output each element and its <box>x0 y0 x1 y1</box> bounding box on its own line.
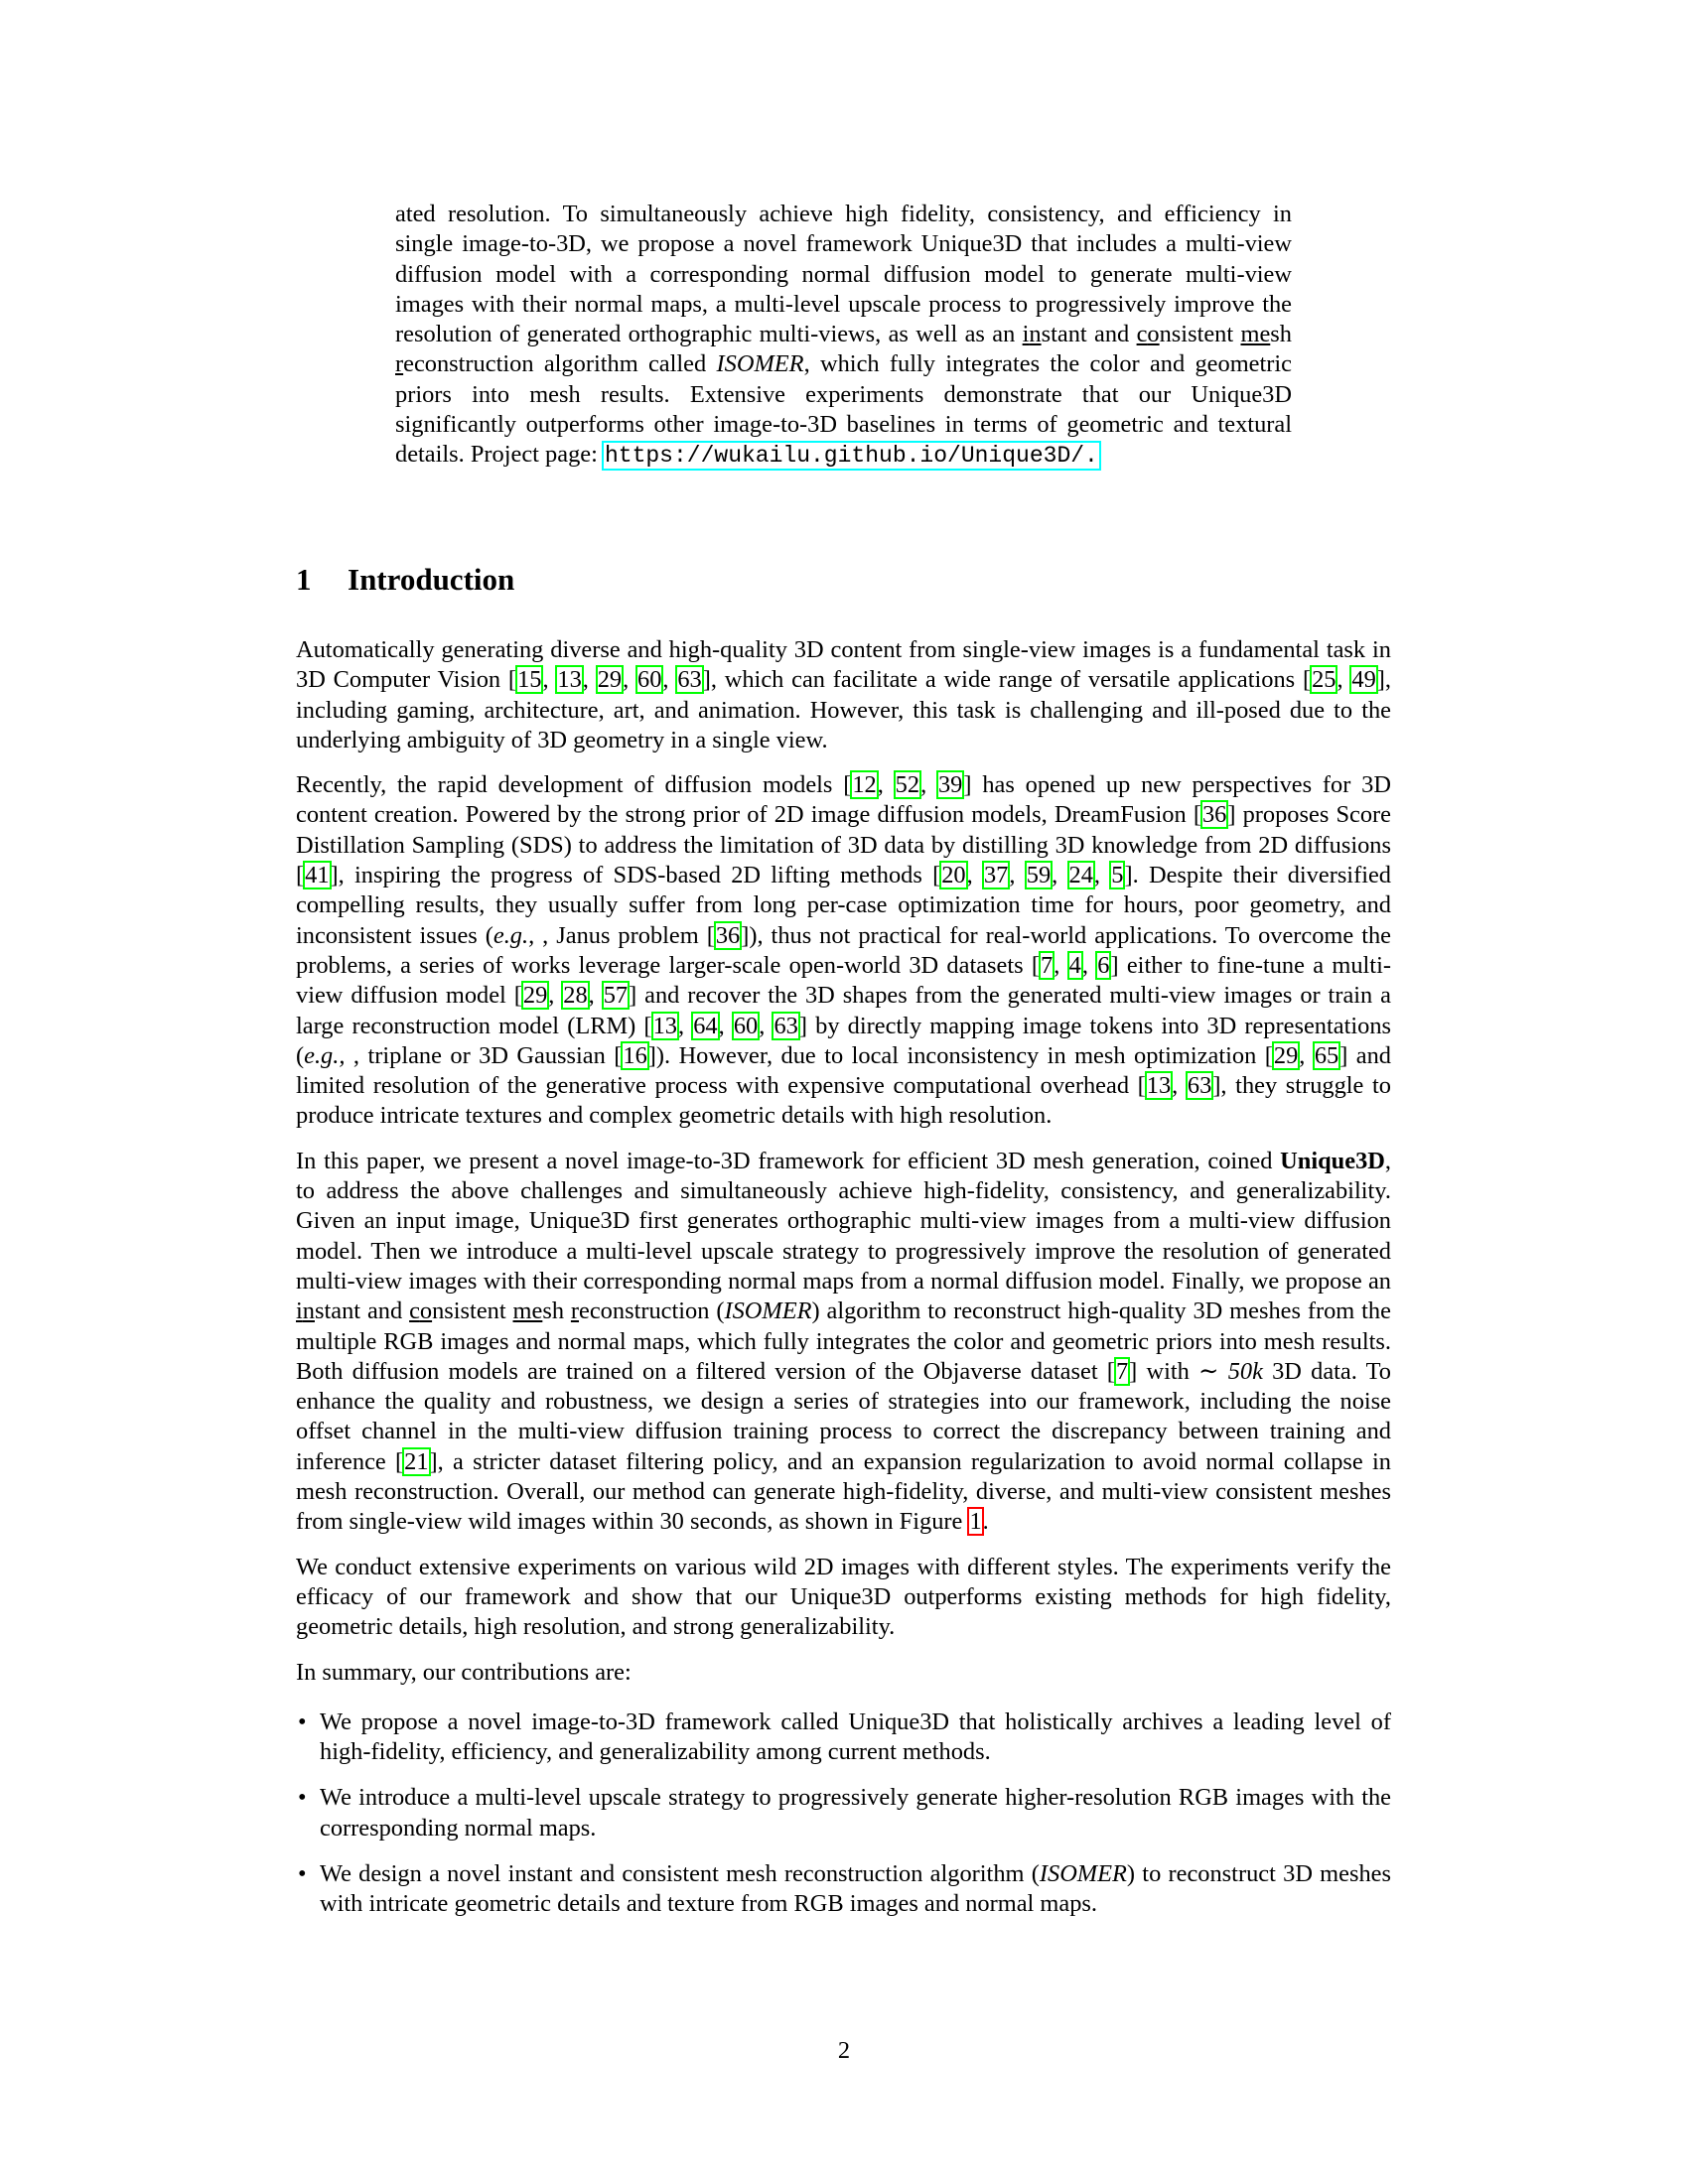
citation-link[interactable]: 60 <box>733 1012 759 1039</box>
citation-link[interactable]: 41 <box>305 862 330 889</box>
citation-link[interactable]: 21 <box>404 1447 429 1475</box>
citation-link[interactable]: 28 <box>563 982 588 1010</box>
list-item: • We introduce a multi-level upscale strategy to progressively generate higher-resolution RGB images with the corresponding normal maps. <box>298 1784 1391 1842</box>
citation-link[interactable]: 37 <box>983 862 1009 889</box>
citation-link[interactable]: 20 <box>941 862 966 889</box>
citation-link[interactable]: 57 <box>603 982 629 1010</box>
citation-link[interactable]: 25 <box>1312 666 1336 694</box>
citation-link[interactable]: 5 <box>1111 862 1124 889</box>
citation-link[interactable]: 29 <box>522 982 548 1010</box>
bullet-icon: • <box>298 1859 307 1887</box>
project-page-link[interactable]: https://wukailu.github.io/Unique3D/. <box>604 443 1098 470</box>
citation-link[interactable]: 64 <box>693 1012 718 1039</box>
citation-link[interactable]: 7 <box>1115 1357 1129 1385</box>
paragraph-5: In summary, our contributions are: <box>296 1658 632 1686</box>
introduction-body <box>296 635 1391 1936</box>
citation-link[interactable]: 24 <box>1068 862 1093 889</box>
contributions-list <box>296 1707 1391 1920</box>
citation-link[interactable]: 7 <box>1041 951 1054 979</box>
citation-link[interactable]: 49 <box>1351 666 1376 694</box>
bullet-icon: • <box>298 1784 307 1812</box>
citation-link[interactable]: 63 <box>677 666 702 694</box>
list-item: • We design a novel instant and consistent mesh reconstruction algorithm (ISOMER) to reconstruct 3D meshes with intricate geometric details and texture from RGB images and normal maps. <box>298 1859 1391 1918</box>
abstract-text: ated resolution. To simultaneously achieve high fidelity, consistency, and efficiency in single image-to-3D, we propose a novel framework Unique3D that includes a multi-view diffusion model with a corresponding normal diffusion model to generate multi-view images with their normal maps, a multi-level upscale process to progressively improve the resolution of generated orthographic multi-views, as well as an instant and consistent mesh reconstruction algorithm called ISOMER, which fully integrates the color and geometric priors into mesh results. Extensive experiments demonstrate that our Unique3D significantly outperforms other image-to-3D baselines in terms of geometric and textural details. Project page: https://wukailu.github.io/Unique3D/. <box>395 201 1292 470</box>
citation-link[interactable]: 65 <box>1314 1041 1339 1069</box>
paragraph-1: Automatically generating diverse and high-quality 3D content from single-view images is a fundamental task in 3D Computer Vision [15, 13, 29, 60, 63], which can facilitate a wide range of versatile applications [25, 49], including gaming, architecture, art, and animation. However, this task is challenging and ill-posed due to the underlying ambiguity of 3D geometry in a single view. <box>296 636 1392 753</box>
citation-link[interactable]: 52 <box>895 771 920 799</box>
figure-reference-link[interactable]: 1 <box>969 1508 982 1536</box>
citation-link[interactable]: 39 <box>937 771 963 799</box>
citation-link[interactable]: 36 <box>715 921 741 949</box>
citation-link[interactable]: 6 <box>1097 951 1110 979</box>
citation-link[interactable]: 12 <box>852 771 877 799</box>
paragraph-2: Recently, the rapid development of diffusion models [12, 52, 39] has opened up new perspectives for 3D content creation. Powered by the strong prior of 2D image diffusion models, DreamFusion [36] proposes Score Distillation Sampling (SDS) to address the limitation of 3D data by distilling 3D knowledge from 2D diffusions [41], inspiring the progress of SDS-based 2D lifting methods [20, 37, 59, 24, 5]. Despite their diversified compelling results, they usually suffer from long per-case optimization time for hours, poor geometry, and inconsistent issues (e.g., , Janus problem [36]), thus not practical for real-world applications. To overcome the problems, a series of works leverage larger-scale open-world 3D datasets [7, 4, 6] either to fine-tune a multi-view diffusion model [29, 28, 57] and recover the 3D shapes from the generated multi-view images or train a large reconstruction model (LRM) [13, 64, 60, 63] by directly mapping image tokens into 3D representations (e.g., , triplane or 3D Gaussian [16]). However, due to local inconsistency in mesh optimization [29, 65] and limited resolution of the generative process with expensive computational overhead [13, 63], they struggle to produce intricate textures and complex geometric details with high resolution. <box>296 771 1392 1130</box>
citation-link[interactable]: 29 <box>597 666 623 694</box>
citation-link[interactable]: 63 <box>774 1012 798 1039</box>
citation-link[interactable]: 13 <box>557 666 582 694</box>
section-heading-introduction: 1 Introduction <box>296 562 515 597</box>
bullet-icon: • <box>298 1707 307 1735</box>
paragraph-4: We conduct extensive experiments on various wild 2D images with different styles. The experiments verify the efficacy of our framework and show that our Unique3D outperforms existing methods for high fidelity, geometric details, high resolution, and strong generalizability. <box>296 1553 1391 1641</box>
list-item: • We propose a novel image-to-3D framework called Unique3D that holistically archives a leading level of high-fidelity, efficiency, and generalizability among current methods. <box>298 1707 1391 1766</box>
citation-link[interactable]: 36 <box>1201 801 1227 829</box>
paragraph-3: In this paper, we present a novel image-to-3D framework for efficient 3D mesh generation, coined Unique3D, to address the above challenges and simultaneously achieve high-fidelity, consistency, and generalizability. Given an input image, Unique3D first generates orthographic multi-view images from a multi-view diffusion model. Then we introduce a multi-level upscale strategy to progressively improve the resolution of generated multi-view images with their corresponding normal maps from a normal diffusion model. Finally, we propose an instant and consistent mesh reconstruction (ISOMER) algorithm to reconstruct high-quality 3D meshes from the multiple RGB images and normal maps, which fully integrates the color and geometric priors into mesh results. Both diffusion models are trained on a filtered version of the Objaverse dataset [7] with ∼ 50k 3D data. To enhance the quality and robustness, we design a series of strategies into our framework, including the noise offset channel in the multi-view diffusion training process to correct the discrepancy between training and inference [21], a stricter dataset filtering policy, and an expansion regularization to avoid normal collapse in mesh reconstruction. Overall, our method can generate high-fidelity, diverse, and multi-view consistent meshes from single-view wild images within 30 seconds, as shown in Figure 1. <box>296 1147 1391 1536</box>
citation-link[interactable]: 63 <box>1187 1072 1212 1100</box>
citation-link[interactable]: 4 <box>1068 951 1081 979</box>
citation-link[interactable]: 15 <box>517 666 542 694</box>
page-number: 2 <box>837 2037 851 2064</box>
citation-link[interactable]: 60 <box>637 666 662 694</box>
citation-link[interactable]: 13 <box>652 1012 677 1039</box>
citation-link[interactable]: 59 <box>1026 862 1052 889</box>
citation-link[interactable]: 13 <box>1146 1072 1172 1100</box>
citation-link[interactable]: 16 <box>623 1041 647 1069</box>
citation-link[interactable]: 29 <box>1273 1041 1299 1069</box>
